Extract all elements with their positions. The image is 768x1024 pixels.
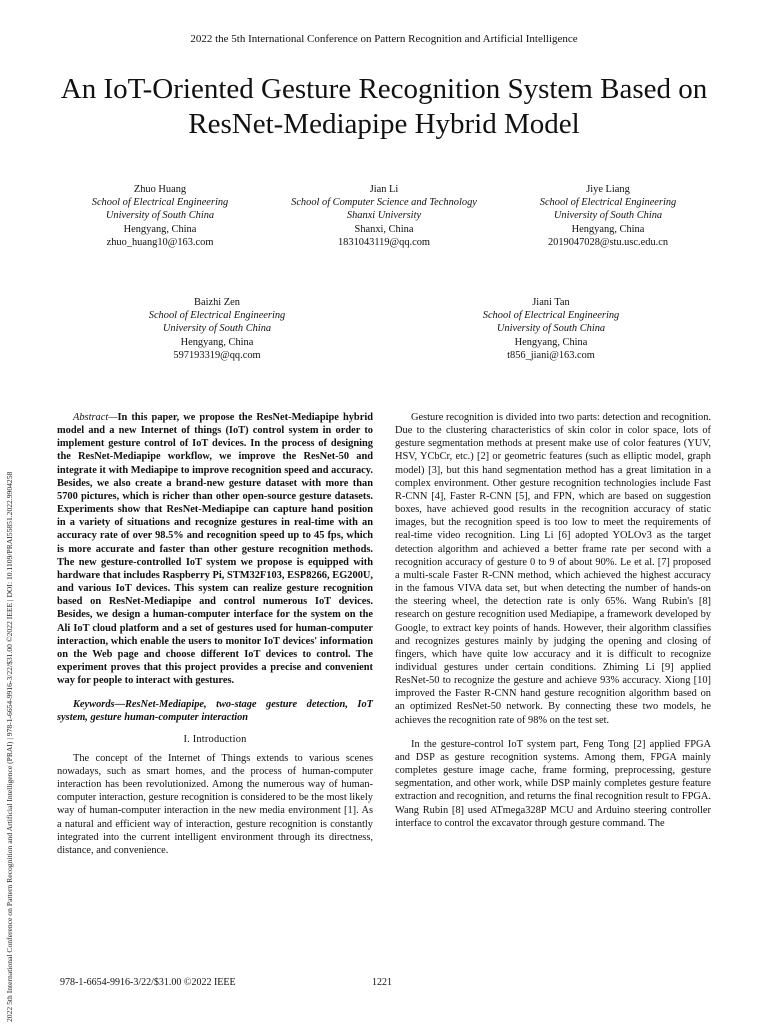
abstract bbox=[57, 411, 373, 687]
author-email[interactable]: 597193319@qq.com bbox=[173, 349, 261, 361]
author-block-2 bbox=[284, 183, 484, 249]
side-doi-note: 2022 5th International Conference on Pattern Recognition and Artificial Intelligence (PRAI) | 978-1-6654-9916-3/22/$31.00 ©2022 IEEE | DOI: 10.1109/PRAI55851.2022.9904258 bbox=[5, 471, 14, 1022]
keywords: Keywords—ResNet-Mediapipe, two-stage gesture detection, IoT system, gesture human-computer interaction bbox=[57, 699, 373, 724]
body-paragraph-2: In the gesture-control IoT system part, Feng Tong [2] applied FPGA and DSP as gesture recognition systems. Among them, FPGA mainly completes gesture image cache, frame forming, preprocessing, gesture segmentation, and other work, while DSP mainly completes gesture feature extraction and recognition, and returns the final recognition result to FPGA. Wang Rubin [8] used ATmega328P MCU and Arduino steering controller interface to control the excavator through gesture command. The bbox=[395, 738, 711, 829]
left-column bbox=[57, 411, 373, 857]
author-dept: School of Electrical Engineering bbox=[482, 310, 620, 322]
author-name: Baizhi Zen bbox=[194, 297, 240, 308]
author-name: Jiani Tan bbox=[532, 297, 570, 308]
author-dept: School of Electrical Engineering bbox=[91, 197, 229, 209]
page-number: 1221 bbox=[372, 977, 392, 988]
body-paragraph-1: Gesture recognition is divided into two parts: detection and recognition. Due to the clustering characteristics of skin color in color space, lots of gesture segmentation methods at present make use of color features (YUV, HSV, YCbCr, etc.) [2] or geometric features (such as elliptic model, graph model) [3], but this hand segmentation method has a great limitation in a complex environment. Other gesture recognition technologies include Fast R-CNN [4], Faster R-CNN [5], and FPN, which are based on suggestion boxes, have achieved good results in the recognition accuracy of static images, but the recognition speed is too low to meet the requirements of real-time video recognition. Ling Li [6] adopted YOLOv3 as the target detection algorithm and achieved a better frame rate per second with a recognition accuracy of gesture 0 to 9 of about 90%. Le et al. [7] proposed a multi-scale Faster R-CNN method, which achieved the highest accuracy in the famous VIVA data set, but when detecting the number of hands-on the steering wheel, the detection rate is only 65%. Wang Rubin's [8] research on gesture recognition used Mediapipe, a framework developed by Google, to extract key points of hands. However, their algorithm classifies and recognizes gestures mainly by judging the opening and closing of fingers, which have quite low accuracy and it is difficult to recognize individual gestures under certain conditions. Zhiming Li [9] applied ResNet-50 to recognize the gesture and achieve 93% accuracy. Xiong [10] improved the Faster R-CNN hand gesture recognition algorithm based on an optimized ResNet-50 network. By connecting these two models, he achieves the recognition rate of 98% on the test set. bbox=[395, 412, 711, 726]
footer-copyright: 978-1-6654-9916-3/22/$31.00 ©2022 IEEE bbox=[60, 977, 236, 988]
author-org: Shanxi University bbox=[346, 210, 422, 222]
paragraph-gap bbox=[395, 727, 711, 738]
author-block-4 bbox=[117, 296, 317, 362]
author-org: University of South China bbox=[496, 323, 606, 335]
right-column bbox=[395, 411, 711, 830]
author-org: University of South China bbox=[553, 210, 663, 222]
abstract-body: In this paper, we propose the ResNet-Mediapipe hybrid model and a new Internet of things (IoT) control system in order to implement gesture control of IoT devices. In the process of designing the ResNet-Mediapipe workflow, we improve the ResNet-50 and integrate it with Mediapipe to improve recognition speed and accuracy. Besides, we also create a brand-new gesture dataset with more than 5700 pictures, which is richer than other open-source gesture datasets. Experiments show that ResNet-Mediapipe can capture hand position in a variety of situations and recognize gestures in real-time with an accuracy rate of over 98.5% and recognition speed up to 45 fps, which is more accurate and faster than other gesture recognition methods. The new gesture-controlled IoT system we propose is equipped with hardware that includes Raspberry Pi, STM32F103, ESP8266, EG200U, and various IoT devices. This system can realize gesture recognition based on ResNet-Mediapipe and control numerous IoT devices. Besides, we design a human-computer interface for the system on the Ali IoT cloud platform and a set of gestures used for human-computer interaction, which enable the users to monitor IoT devices' information on the Web page and choose different IoT devices to control. The experiment proves that this project provides a precise and convenient way for people to interact with gestures. bbox=[57, 412, 373, 687]
author-city: Hengyang, China bbox=[123, 223, 197, 235]
author-dept: School of Computer Science and Technology bbox=[291, 197, 477, 209]
author-email[interactable]: 2019047028@stu.usc.edu.cn bbox=[547, 236, 669, 248]
author-dept: School of Electrical Engineering bbox=[539, 197, 677, 209]
author-org: University of South China bbox=[162, 323, 272, 335]
author-city: Hengyang, China bbox=[571, 223, 645, 235]
author-org: University of South China bbox=[105, 210, 215, 222]
author-city: Shanxi, China bbox=[354, 223, 414, 235]
author-name: Jian Li bbox=[369, 184, 399, 195]
author-email[interactable]: zhuo_huang10@163.com bbox=[106, 236, 214, 248]
intro-paragraph: The concept of the Internet of Things extends to various scenes nowadays, such as smart homes, and the process of human-computer interaction has been revolutionized. Among the numerous way of human-computer interaction, gesture recognition is considered to be the most likely way of human-computer interaction in the new media environment [1]. As a natural and efficient way of interaction, gesture recognition is constantly integrated into the current intelligent environment through its directness, distance, and convenience. bbox=[57, 752, 373, 856]
section-heading-introduction: I. Introduction bbox=[183, 733, 247, 745]
abstract-label: Abstract— bbox=[73, 412, 118, 423]
author-block-5 bbox=[451, 296, 651, 362]
author-city: Hengyang, China bbox=[180, 336, 254, 348]
author-block-1 bbox=[60, 183, 260, 249]
author-block-3 bbox=[508, 183, 708, 249]
author-dept: School of Electrical Engineering bbox=[148, 310, 286, 322]
conference-header: 2022 the 5th International Conference on Pattern Recognition and Artificial Intelligence bbox=[190, 33, 578, 45]
author-name: Zhuo Huang bbox=[133, 184, 187, 195]
author-email[interactable]: 1831043119@qq.com bbox=[337, 236, 430, 248]
author-name: Jiye Liang bbox=[586, 184, 630, 195]
author-city: Hengyang, China bbox=[514, 336, 588, 348]
author-email[interactable]: t856_jiani@163.com bbox=[507, 349, 595, 361]
paper-title: An IoT-Oriented Gesture Recognition System Based on ResNet-Mediapipe Hybrid Model bbox=[60, 73, 708, 140]
